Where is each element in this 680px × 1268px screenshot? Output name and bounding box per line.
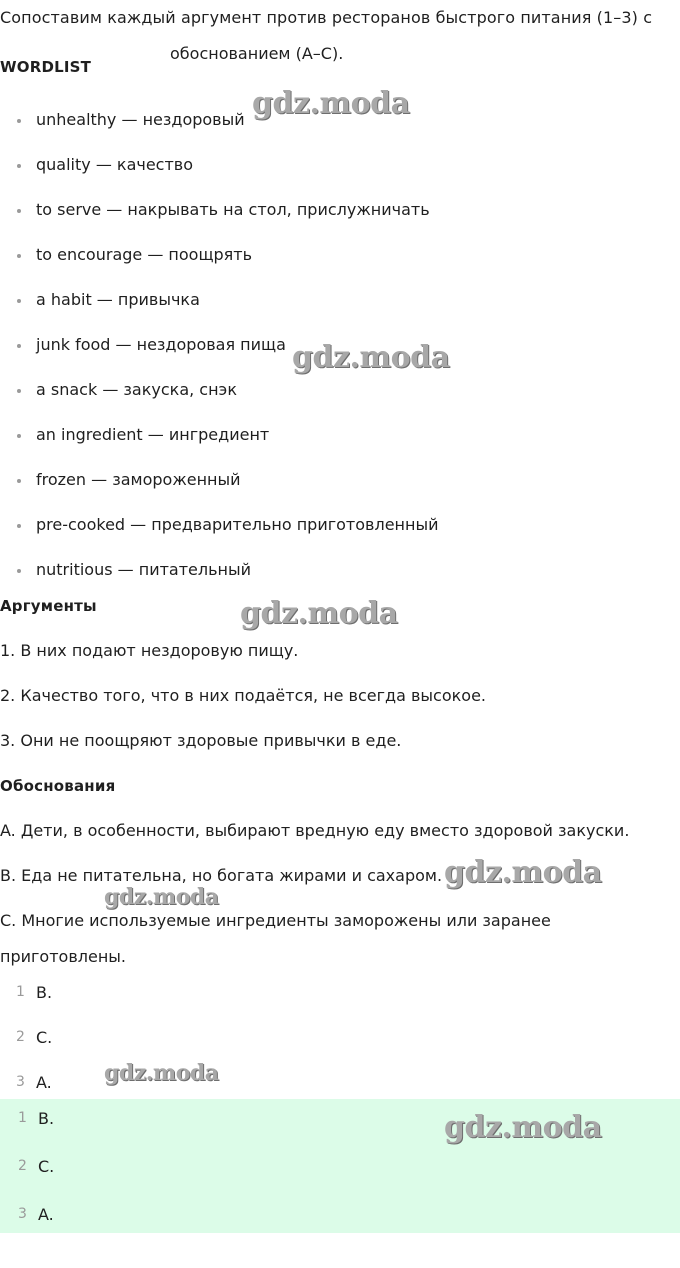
intro-cut-line: обоснованием (A–C). — [170, 44, 344, 63]
bullet-icon — [17, 344, 21, 348]
list-item-text: pre-cooked — предварительно приготовленный — [36, 515, 439, 534]
intro-text: Сопоставим каждый аргумент против ресторанов быстрого питания (1–3) с — [0, 8, 653, 27]
watermark: gdz.moda — [240, 596, 398, 631]
justification-item: A. Дети, в особенности, выбирают вредную еду вместо здоровой закуски. — [0, 821, 630, 840]
bullet-icon — [17, 164, 21, 168]
list-item-text: to serve — накрывать на стол, прислужничать — [36, 200, 430, 219]
list-item-text: a snack — закуска, снэк — [36, 380, 237, 399]
watermark: gdz.moda — [252, 86, 410, 121]
justifications-title: Обоснования — [0, 777, 116, 795]
answer-number: 3 — [16, 1074, 25, 1090]
answer-value: A. — [38, 1205, 54, 1224]
list-item-text: to encourage — поощрять — [36, 245, 253, 264]
arguments-title: Аргументы — [0, 597, 97, 615]
list-item-text: nutritious — питательный — [36, 560, 252, 579]
watermark: gdz.moda — [104, 884, 219, 910]
justification-item: C. Многие используемые ингредиенты заморожены или заранее — [0, 911, 551, 930]
answer-number: 2 — [16, 1029, 25, 1045]
answer-value: B. — [36, 983, 53, 1002]
bullet-icon — [17, 479, 21, 483]
answer-number: 1 — [16, 984, 25, 1000]
bullet-icon — [17, 119, 21, 123]
list-item-text: a habit — привычка — [36, 290, 200, 309]
bullet-icon — [17, 389, 21, 393]
argument-item: 2. Качество того, что в них подаётся, не всегда высокое. — [0, 686, 487, 705]
bullet-icon — [17, 434, 21, 438]
watermark: gdz.moda — [104, 1060, 219, 1086]
justification-item: B. Еда не питательна, но богата жирами и сахаром. — [0, 866, 443, 885]
answer-value: A. — [36, 1073, 52, 1092]
answer-value: C. — [36, 1028, 53, 1047]
list-item-text: frozen — замороженный — [36, 470, 241, 489]
answer-number: 3 — [18, 1206, 27, 1222]
bullet-icon — [17, 299, 21, 303]
bullet-icon — [17, 524, 21, 528]
answer-number: 2 — [18, 1158, 27, 1174]
bullet-icon — [17, 209, 21, 213]
argument-item: 3. Они не поощряют здоровые привычки в еде. — [0, 731, 402, 750]
list-item-text: quality — качество — [36, 155, 194, 174]
answer-value: C. — [38, 1157, 55, 1176]
answer-value: B. — [38, 1109, 55, 1128]
bullet-icon — [17, 569, 21, 573]
wordlist-title: WORDLIST — [0, 58, 92, 76]
list-item-text: unhealthy — нездоровый — [36, 110, 245, 129]
list-item-text: junk food — нездоровая пища — [36, 335, 286, 354]
answer-number: 1 — [18, 1110, 27, 1126]
watermark: gdz.moda — [444, 855, 602, 890]
argument-item: 1. В них подают нездоровую пищу. — [0, 641, 299, 660]
watermark: gdz.moda — [444, 1110, 602, 1145]
justification-continuation: приготовлены. — [0, 947, 126, 966]
watermark: gdz.moda — [292, 340, 450, 375]
bullet-icon — [17, 254, 21, 258]
list-item-text: an ingredient — ингредиент — [36, 425, 270, 444]
